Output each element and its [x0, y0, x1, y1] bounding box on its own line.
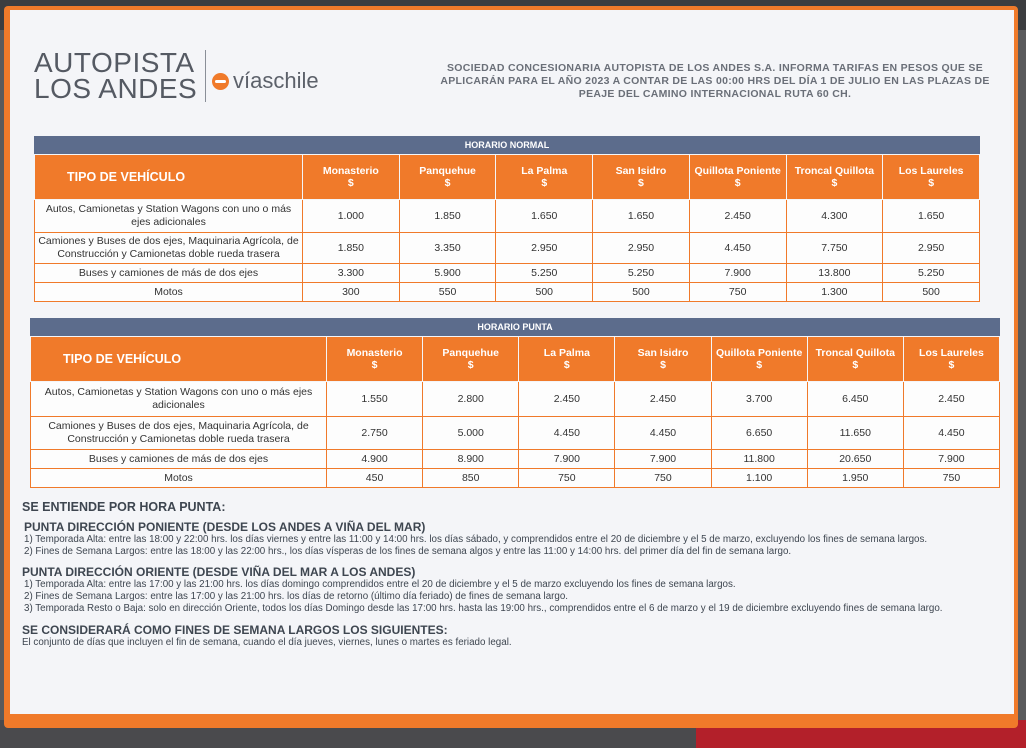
- vehicle-type-cell: Motos: [31, 469, 327, 488]
- brand-logo: [34, 47, 319, 104]
- vehicle-type-cell: Autos, Camionetas y Station Wagons con uno o más ejes adicionales: [35, 200, 303, 233]
- toll-plaza-name: Quillota Poniente: [694, 165, 781, 177]
- tariff-cell: 1.850: [399, 200, 496, 233]
- brand-name-line2: LOS ANDES: [34, 73, 198, 104]
- tariff-cell: 2.950: [883, 233, 980, 264]
- tariff-cell: 4.450: [903, 417, 999, 450]
- currency-unit: $: [852, 359, 859, 371]
- toll-plaza-name: San Isidro: [637, 347, 689, 359]
- brand-name: [34, 47, 206, 104]
- tariff-cell: 5.900: [399, 264, 496, 283]
- note-item: 1) Temporada Alta: entre las 17:00 y las 21:00 hrs. los días domingo comprendidos entre el 20 de diciembre y el 5 de marzo excluyendo los fines de semana largos.: [24, 579, 736, 590]
- table-normal-band: HORARIO NORMAL: [34, 136, 980, 154]
- toll-plaza-name: La Palma: [543, 347, 590, 359]
- flyer: [4, 6, 1018, 728]
- tariff-cell: 2.750: [327, 417, 423, 450]
- table-punta: [30, 318, 1000, 488]
- vehicle-type-cell: Motos: [35, 283, 303, 302]
- table-punta-grid: [30, 336, 1000, 488]
- tariff-cell: 5.250: [496, 264, 593, 283]
- tariff-cell: 4.300: [786, 200, 883, 233]
- tariff-cell: 1.650: [496, 200, 593, 233]
- tariff-cell: 4.450: [615, 417, 711, 450]
- toll-plaza-header: [883, 155, 980, 200]
- tariff-cell: 2.450: [903, 382, 999, 417]
- currency-unit: $: [734, 177, 741, 189]
- tariff-cell: 7.900: [903, 450, 999, 469]
- oriente-title: PUNTA DIRECCIÓN ORIENTE (DESDE VIÑA DEL MAR A LOS ANDES): [22, 565, 416, 579]
- partner-logo: [212, 68, 319, 94]
- tariff-notice: SOCIEDAD CONCESIONARIA AUTOPISTA DE LOS ANDES S.A. INFORMA TARIFAS EN PESOS QUE SE APLICARÁN PARA EL AÑO 2023 A CONTAR DE LAS 00:00 HRS DEL DÍA 1 DE JULIO EN LAS PLAZAS DE PEAJE DEL CAMINO INTERNACIONAL RUTA 60 CH.: [440, 62, 990, 100]
- toll-plaza-name: Quillota Poniente: [715, 347, 803, 359]
- table-row: [35, 233, 980, 264]
- tariff-cell: 2.950: [593, 233, 690, 264]
- currency-unit: $: [467, 359, 474, 371]
- note-item: 2) Fines de Semana Largos: entre las 17:00 y las 21:00 hrs. los días de retorno (último día feriado) de fines de semana largo.: [24, 591, 569, 602]
- table-row: [31, 450, 1000, 469]
- tariff-cell: 500: [883, 283, 980, 302]
- toll-plaza-name: San Isidro: [615, 165, 667, 177]
- toll-plaza-header: [327, 337, 423, 382]
- tariff-cell: 11.650: [807, 417, 903, 450]
- tariff-cell: 8.900: [423, 450, 519, 469]
- tariff-cell: 1.300: [786, 283, 883, 302]
- table-row: [31, 382, 1000, 417]
- tariff-cell: 2.800: [423, 382, 519, 417]
- table-normal: [34, 136, 980, 302]
- toll-plaza-header: [903, 337, 999, 382]
- vehicle-type-cell: Autos, Camionetas y Station Wagons con uno o más ejes adicionales: [31, 382, 327, 417]
- peak-hour-notes: [22, 500, 1012, 649]
- tariff-cell: 2.450: [689, 200, 786, 233]
- vehicle-type-cell: Buses y camiones de más de dos ejes: [31, 450, 327, 469]
- tariff-cell: 7.900: [615, 450, 711, 469]
- toll-plaza-header: [711, 337, 807, 382]
- toll-plaza-header: [807, 337, 903, 382]
- toll-plaza-header: [399, 155, 496, 200]
- tariff-cell: 13.800: [786, 264, 883, 283]
- vehicle-type-cell: Camiones y Buses de dos ejes, Maquinaria Agrícola, de Construcción y Camionetas doble rueda trasera: [35, 233, 303, 264]
- tariff-cell: 7.900: [519, 450, 615, 469]
- table-row: [35, 264, 980, 283]
- vehicle-type-cell: Buses y camiones de más de dos ejes: [35, 264, 303, 283]
- tariff-cell: 5.250: [883, 264, 980, 283]
- tariff-cell: 450: [327, 469, 423, 488]
- table-punta-band: HORARIO PUNTA: [30, 318, 1000, 336]
- currency-unit: $: [660, 359, 666, 371]
- currency-unit: $: [347, 177, 354, 189]
- toll-plaza-name: Panquehue: [419, 165, 476, 177]
- toll-plaza-header: [689, 155, 786, 200]
- toll-plaza-header: [519, 337, 615, 382]
- toll-plaza-name: Monasterio: [346, 347, 403, 359]
- tariff-cell: 5.250: [593, 264, 690, 283]
- toll-plaza-name: Troncal Quillota: [815, 347, 895, 359]
- tariff-cell: 1.650: [593, 200, 690, 233]
- tariff-cell: 6.650: [711, 417, 807, 450]
- tariff-cell: 6.450: [807, 382, 903, 417]
- table-normal-header-row: [35, 155, 980, 200]
- toll-plaza-name: Monasterio: [322, 165, 379, 177]
- tariff-cell: 3.700: [711, 382, 807, 417]
- poniente-list: [22, 534, 1012, 558]
- tariff-cell: 11.800: [711, 450, 807, 469]
- tariff-cell: 1.950: [807, 469, 903, 488]
- tariff-cell: 850: [423, 469, 519, 488]
- currency-unit: $: [928, 177, 935, 189]
- toll-plaza-header: [496, 155, 593, 200]
- tariff-cell: 3.300: [303, 264, 400, 283]
- table-row: [31, 417, 1000, 450]
- currency-unit: $: [831, 177, 838, 189]
- tariff-cell: 4.450: [519, 417, 615, 450]
- table-row: [31, 469, 1000, 488]
- tariff-cell: 300: [303, 283, 400, 302]
- table-row: [35, 200, 980, 233]
- currency-unit: $: [444, 177, 451, 189]
- tariff-cell: 550: [399, 283, 496, 302]
- notes-title: SE ENTIENDE POR HORA PUNTA:: [22, 500, 226, 514]
- currency-unit: $: [563, 359, 570, 371]
- toll-plaza-header: [615, 337, 711, 382]
- long-weekend-title: SE CONSIDERARÁ COMO FINES DE SEMANA LARGOS LOS SIGUIENTES:: [22, 623, 448, 637]
- tariff-cell: 5.000: [423, 417, 519, 450]
- toll-plaza-name: Los Laureles: [919, 347, 984, 359]
- tariff-cell: 2.450: [519, 382, 615, 417]
- note-item: 2) Fines de Semana Largos: entre las 18:00 y las 22:00 hrs., los días vísperas de los fines de semana algos y entre las 11:00 y 14:00 hrs. del primer día del fin de semana largo.: [24, 546, 792, 557]
- tariff-cell: 7.750: [786, 233, 883, 264]
- tariff-cell: 7.900: [689, 264, 786, 283]
- tariff-cell: 750: [519, 469, 615, 488]
- oriente-list: [22, 579, 1012, 615]
- tariff-cell: 2.950: [496, 233, 593, 264]
- tariff-cell: 1.850: [303, 233, 400, 264]
- partner-name: víaschile: [233, 68, 319, 93]
- currency-unit: $: [541, 177, 548, 189]
- tariff-cell: 3.350: [399, 233, 496, 264]
- toll-plaza-name: Panquehue: [442, 347, 499, 359]
- viaschile-logo-icon: [212, 73, 229, 90]
- tariff-cell: 750: [615, 469, 711, 488]
- table-punta-header-row: [31, 337, 1000, 382]
- tariff-cell: 500: [593, 283, 690, 302]
- tariff-cell: 1.650: [883, 200, 980, 233]
- toll-plaza-header: [303, 155, 400, 200]
- vehicle-type-header: TIPO DE VEHÍCULO: [35, 155, 303, 200]
- tariff-cell: 4.900: [327, 450, 423, 469]
- note-item: 3) Temporada Resto o Baja: solo en dirección Oriente, todos los días Domingo desde las 17:00 hrs. hasta las 19:00 hrs., comprendidos entre el 6 de marzo y el 19 de diciembre excluyendo fines de semana largo.: [24, 603, 943, 614]
- tariff-cell: 20.650: [807, 450, 903, 469]
- toll-plaza-header: [423, 337, 519, 382]
- currency-unit: $: [638, 177, 644, 189]
- tariff-cell: 500: [496, 283, 593, 302]
- flyer-paper: [10, 10, 1014, 714]
- toll-plaza-name: Los Laureles: [898, 165, 964, 177]
- note-item: 1) Temporada Alta: entre las 18:00 y 22:00 hrs. los días viernes y entre las 11:00 y 14:00 hrs. los días sábado, y comprendidos entre el 20 de diciembre y el 5 de marzo, excluyendo los fines de semana largos.: [24, 534, 928, 545]
- tariff-cell: 750: [689, 283, 786, 302]
- toll-plaza-header: [593, 155, 690, 200]
- tariff-cell: 1.550: [327, 382, 423, 417]
- tariff-cell: 4.450: [689, 233, 786, 264]
- toll-plaza-name: La Palma: [521, 165, 568, 177]
- currency-unit: $: [756, 359, 763, 371]
- currency-unit: $: [371, 359, 378, 371]
- vehicle-type-cell: Camiones y Buses de dos ejes, Maquinaria Agrícola, de Construcción y Camionetas doble rueda trasera: [31, 417, 327, 450]
- tariff-cell: 2.450: [615, 382, 711, 417]
- toll-plaza-header: [786, 155, 883, 200]
- tariff-cell: 1.100: [711, 469, 807, 488]
- tariff-cell: 750: [903, 469, 999, 488]
- toll-plaza-name: Troncal Quillota: [794, 165, 875, 177]
- table-row: [35, 283, 980, 302]
- vehicle-type-header: TIPO DE VEHÍCULO: [31, 337, 327, 382]
- tariff-cell: 1.000: [303, 200, 400, 233]
- long-weekend-text: El conjunto de días que incluyen el fin de semana, cuando el día jueves, viernes, lunes o martes es feriado legal.: [22, 637, 512, 648]
- poniente-title: PUNTA DIRECCIÓN PONIENTE (DESDE LOS ANDES A VIÑA DEL MAR): [24, 520, 426, 534]
- currency-unit: $: [948, 359, 955, 371]
- table-normal-grid: [34, 154, 980, 302]
- brand-name-line1: AUTOPISTA: [34, 47, 195, 78]
